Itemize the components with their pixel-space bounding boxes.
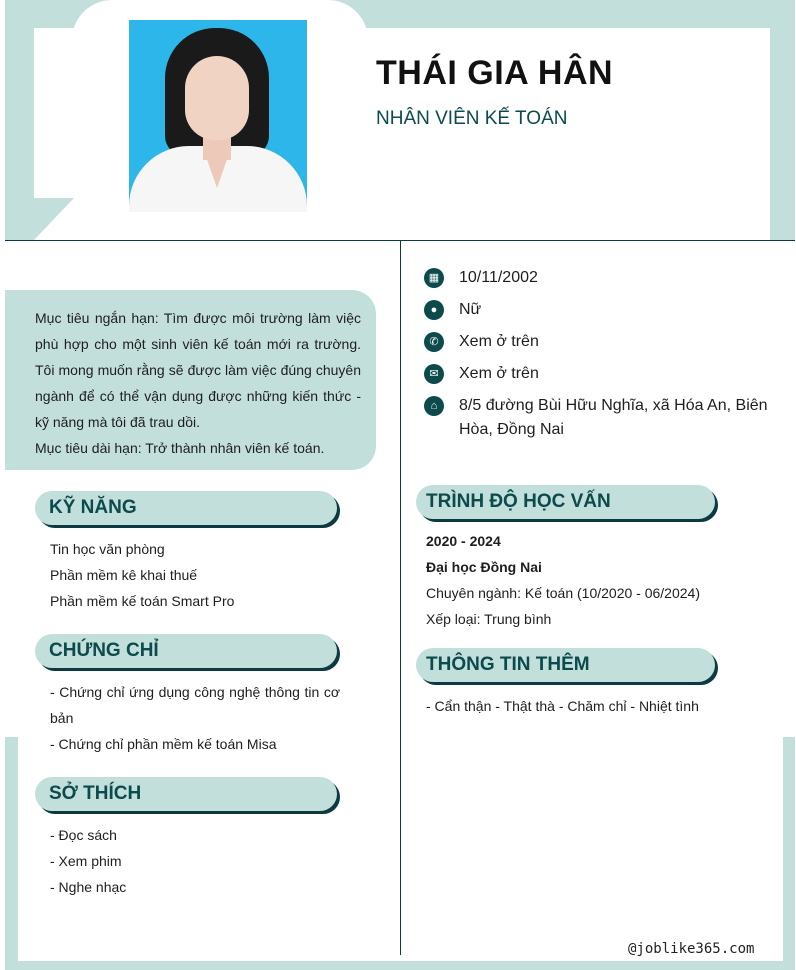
list-item: - Nghe nhạc xyxy=(50,879,127,895)
hobbies-heading: SỞ THÍCH xyxy=(35,777,337,811)
address-value: 8/5 đường Bùi Hữu Nghĩa, xã Hóa An, Biên Hòa, Đồng Nai xyxy=(459,397,768,438)
list-item: - Đọc sách xyxy=(50,827,117,843)
person-icon: ● xyxy=(424,300,444,320)
education-heading: TRÌNH ĐỘ HỌC VẤN xyxy=(416,485,715,519)
calendar-icon: ▦ xyxy=(424,268,444,288)
phone-icon: ✆ xyxy=(424,332,444,352)
candidate-name: THÁI GIA HÂN xyxy=(376,54,614,92)
education-years: 2020 - 2024 xyxy=(426,533,501,549)
hobbies-list xyxy=(50,822,340,900)
short-term-objective: Mục tiêu ngắn hạn: Tìm được môi trường làm việc phù hợp cho một sinh viên kế toán mới ra trường. Tôi mong muốn rằng sẽ được làm việc đúng chuyên ngành để có thể vận dụng được những kiến thức - kỹ năng mà tôi đã trau dồi. xyxy=(35,310,361,430)
phone-value: Xem ở trên xyxy=(459,333,539,350)
profile-photo xyxy=(129,20,307,212)
gender-value: Nữ xyxy=(459,301,482,318)
long-term-objective: Mục tiêu dài hạn: Trở thành nhân viên kế toán. xyxy=(35,440,325,456)
list-item: - Chứng chỉ phần mềm kế toán Misa xyxy=(50,736,277,752)
skills-list xyxy=(50,536,340,614)
contact-address xyxy=(424,394,774,442)
list-item: - Xem phim xyxy=(50,853,122,869)
birthday-value: 10/11/2002 xyxy=(459,269,538,286)
additional-info-text: - Cẩn thận - Thật thà - Chăm chỉ - Nhiệt tình xyxy=(426,698,699,714)
email-icon: ✉ xyxy=(424,364,444,384)
education-major: Chuyên ngành: Kế toán (10/2020 - 06/2024) xyxy=(426,585,700,601)
email-value: Xem ở trên xyxy=(459,365,539,382)
education-school: Đại học Đồng Nai xyxy=(426,559,542,575)
certificates-heading: CHỨNG CHỈ xyxy=(35,634,337,668)
education-details xyxy=(426,528,776,632)
header-corner-decoration xyxy=(34,198,74,240)
list-item: Phần mềm kê khai thuế xyxy=(50,567,198,583)
list-item: - Chứng chỉ ứng dụng công nghệ thông tin cơ bản xyxy=(50,684,340,726)
skills-heading: KỸ NĂNG xyxy=(35,491,337,525)
contact-email xyxy=(424,362,774,386)
watermark: @joblike365.com xyxy=(628,941,755,957)
list-item: Tin học văn phòng xyxy=(50,541,165,557)
certificates-list xyxy=(50,679,340,757)
contact-phone xyxy=(424,330,774,354)
home-icon: ⌂ xyxy=(424,396,444,416)
career-objective xyxy=(5,290,376,470)
additional-info-heading: THÔNG TIN THÊM xyxy=(416,648,715,682)
list-item: Phần mềm kế toán Smart Pro xyxy=(50,593,235,609)
contact-birthday xyxy=(424,266,774,290)
column-divider xyxy=(400,241,401,955)
contact-gender xyxy=(424,298,774,322)
education-grade: Xếp loại: Trung bình xyxy=(426,611,552,627)
job-title: NHÂN VIÊN KẾ TOÁN xyxy=(376,108,568,129)
